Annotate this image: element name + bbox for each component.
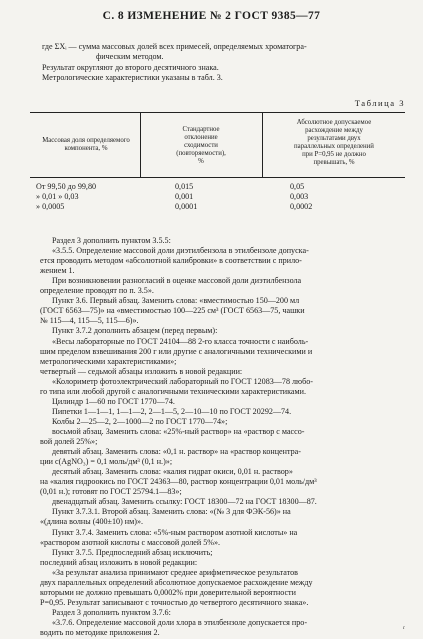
text-line: (ГОСТ 6563—75)» на «вместимостью 100—225 см³ (ГОСТ 6563—75, чашки xyxy=(40,306,305,316)
text-line: ется проводить методом «абсолютной калибровки» в соответствии с прило- xyxy=(40,256,302,266)
intro-line-1: где ΣXᵢ — сумма массовых долей всех примесей, определяемых хроматогра- xyxy=(42,42,307,51)
text-line: «За результат анализа принимают среднее арифметическое результатов xyxy=(52,567,298,577)
text-line: Пункт 3.7.5. Предпоследний абзац исключить; xyxy=(52,547,213,557)
text-line: «Весы лабораторные по ГОСТ 24104—88 2-го класса точности с наиболь- xyxy=(52,336,309,346)
header-text: отклонение xyxy=(184,134,218,141)
table-cell-sd: 0,0001 xyxy=(175,202,198,211)
header-text: Абсолютное допускаемое xyxy=(296,119,372,126)
text-line: Пункт 3.7.3.1. Второй абзац. Заменить слова: «(№ 3 для ФЭК-56)» на xyxy=(52,507,291,517)
header-text: при P=0,95 не должно xyxy=(302,151,366,158)
text-line: ции c(AgNO₃) = 0,1 моль/дм³ (0,1 н.)»; xyxy=(40,457,173,467)
table-cell-abs: 0,003 xyxy=(290,192,309,201)
header-text: расхождение между xyxy=(305,127,363,134)
text-line: шим пределом взвешивания 200 г или другие с аналогичными техническими и xyxy=(40,346,313,356)
table-header-col3 xyxy=(264,119,404,167)
text-line: «3.7.6. Определение массовой доли хлора в этилбензоле допускается про- xyxy=(52,617,308,627)
text-line: «Колориметр фотоэлектрический лабораторный по ГОСТ 12083—78 любо- xyxy=(52,376,313,386)
text-line: P=0,95. Результат записывают с точностью до четвертого десятичного знака». xyxy=(40,597,309,607)
text-line: восьмой абзац. Заменить слова: «25%-ный раствор» на «раствор с массо- xyxy=(52,427,305,436)
text-line: двух параллельных определений абсолютное допускаемое расхождение между xyxy=(40,577,313,587)
page-header-title: С. 8 ИЗМЕНЕНИЕ № 2 ГОСТ 9385—77 xyxy=(102,10,321,22)
text-line: При возникновении разногласий в оценке массовой доли диэтилбензола xyxy=(52,276,302,286)
header-text: параллельных определений xyxy=(294,143,374,150)
table-divider xyxy=(140,113,141,177)
text-line: водить по методике приложения 2. xyxy=(40,628,160,637)
text-line: девятый абзац. Заменить слова: «0,1 н. раствор» на «раствор концентра- xyxy=(52,447,301,457)
text-line: го типа или любой другой с аналогичными техническими характеристиками. xyxy=(40,386,306,396)
header-text: компонента, % xyxy=(64,145,108,152)
header-text: Массовая доля определяемого xyxy=(42,137,130,144)
header-text: (повторяемости), xyxy=(176,150,226,157)
text-line: вой долей 25%»; xyxy=(40,437,98,446)
table-divider xyxy=(262,113,263,177)
table-title: Таблица 3 xyxy=(354,98,405,108)
text-line: Пункт 3.7.2 дополнить абзацем (перед первым): xyxy=(52,326,218,336)
text-line: жением 1. xyxy=(40,266,75,276)
table-cell-range: » 0,0005 xyxy=(36,202,65,211)
header-text: сходимости xyxy=(184,142,218,149)
table-header xyxy=(30,112,405,178)
text-line: Раздел 3 дополнить пунктом 3.7.6: xyxy=(52,607,171,617)
table-cell-abs: 0,05 xyxy=(290,182,305,191)
table-cell-sd: 0,001 xyxy=(175,192,194,201)
header-text: % xyxy=(198,158,204,165)
intro-line-2: фическим методом. xyxy=(96,52,164,61)
intro-line-3: Результат округляют до второго десятичного знака. xyxy=(42,63,219,72)
table-header-col1 xyxy=(34,137,138,153)
text-line: Пункт 3.7.4. Заменить слова: «5%-ным раствором азотной кислоты» на xyxy=(52,527,298,537)
text-line: которыми не должно превышать 0,0002% при доверительной вероятности xyxy=(40,587,296,597)
text-line: определение проводят по п. 3.5». xyxy=(40,286,154,296)
text-line: десятый абзац. Заменить слова: «калия гидрат окиси, 0,01 н. раствор» xyxy=(52,467,293,477)
text-line: Пипетки 1—1—1, 1—1—2, 2—1—5, 2—10—10 по ГОСТ 20292—74. xyxy=(52,406,292,416)
text-line: последний абзац изложить в новой редакции: xyxy=(40,557,198,567)
header-text: результатами двух xyxy=(307,135,361,142)
text-line: Колбы 2—25—2, 2—1000—2 по ГОСТ 1770—74»; xyxy=(52,416,228,426)
text-line: «раствором азотной кислоты с массовой долей 5%». xyxy=(40,537,221,547)
text-line: «(длина волны (400±10) нм)». xyxy=(40,517,144,527)
intro-line-4: Метрологические характеристики указаны в табл. 3. xyxy=(42,73,223,82)
header-text: превышать, % xyxy=(313,159,355,166)
text-line: четвертый — седьмой абзацы изложить в новой редакции: xyxy=(40,366,243,376)
text-line: двенадцатый абзац. Заменить ссылку: ГОСТ 18300—72 на ГОСТ 18300—87. xyxy=(52,497,317,507)
header-text: Стандартное xyxy=(182,126,220,133)
text-line: «3.5.5. Определение массовой доли диэтилбензола в этилбензоле допуска- xyxy=(52,246,309,256)
text-line: Цилиндр 1—60 по ГОСТ 1770—74. xyxy=(52,396,175,406)
text-line: Раздел 3 дополнить пунктом 3.5.5: xyxy=(52,236,171,245)
table-cell-sd: 0,015 xyxy=(175,182,194,191)
table-cell-range: » 0,01 » 0,03 xyxy=(36,192,79,201)
text-line: Пункт 3.6. Первый абзац. Заменить слова: «вместимостью 150—200 мл xyxy=(52,296,300,306)
table-cell-range: От 99,50 до 99,80 xyxy=(36,182,97,191)
text-line: (0,01 н.); готовят по ГОСТ 25794.1—83»; xyxy=(40,487,182,497)
text-line: на «калия гидроокись по ГОСТ 24363—80, раствор концентрации 0,01 моль/дм³ xyxy=(40,477,317,487)
text-line: метрологическими характеристиками»; xyxy=(40,356,177,366)
table-cell-abs: 0,0002 xyxy=(290,202,313,211)
corner-mark: ɾ xyxy=(403,625,405,631)
text-line: № 115—4, 115—5, 115—6)». xyxy=(40,316,139,326)
table-header-col2 xyxy=(142,126,260,166)
